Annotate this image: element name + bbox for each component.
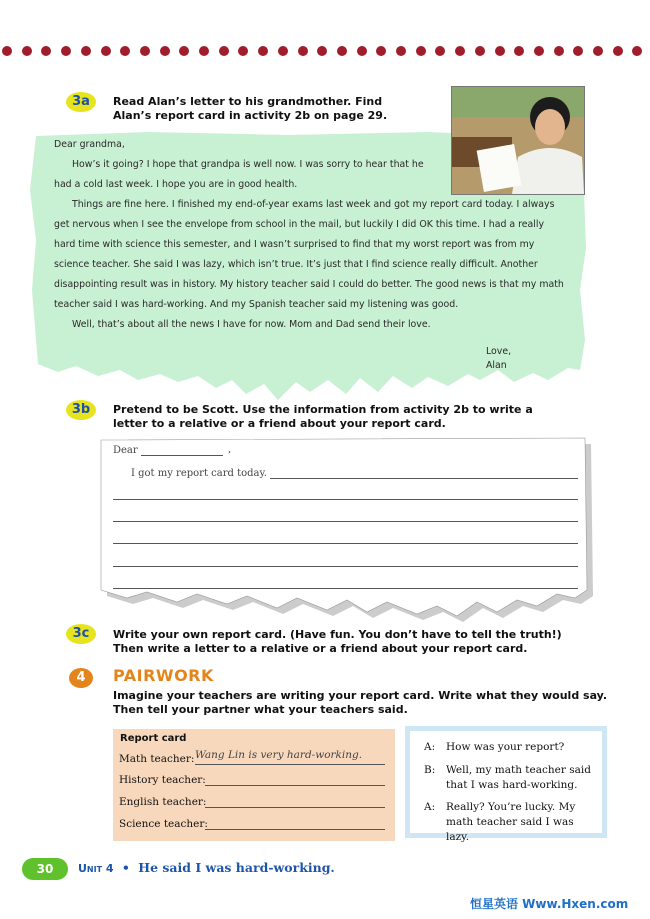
border-dot bbox=[278, 46, 288, 56]
border-dot bbox=[357, 46, 367, 56]
blank-letter-comma: , bbox=[228, 444, 232, 455]
report-card bbox=[113, 729, 395, 841]
dialog-speaker: A: bbox=[424, 801, 436, 813]
report-row-line[interactable] bbox=[195, 764, 385, 765]
border-dot bbox=[120, 46, 130, 56]
border-dot bbox=[238, 46, 248, 56]
letter-greeting: Dear grandma, bbox=[54, 139, 125, 150]
border-dot bbox=[632, 46, 642, 56]
border-dot bbox=[41, 46, 51, 56]
recipient-blank[interactable] bbox=[141, 455, 223, 456]
border-dot bbox=[101, 46, 111, 56]
report-row-value: Wang Lin is very hard-working. bbox=[195, 749, 363, 761]
border-dot bbox=[160, 46, 170, 56]
report-card-title: Report card bbox=[120, 733, 187, 744]
activity-3a-badge: 3a bbox=[66, 92, 96, 112]
writing-line[interactable] bbox=[113, 499, 578, 500]
border-dot bbox=[593, 46, 603, 56]
footer-bullet: • bbox=[121, 860, 130, 875]
blank-letter-dear: Dear bbox=[113, 445, 138, 456]
letter-paragraph: Things are fine here. I finished my end-of-year exams last week and got my report card today. I always get nervous when I see the envelope from school in the mail, but luckily I did OK this time. I had a really hard time with science this semester, and I wasn’t surprised to find that my worst report was from my science teacher. She said I was lazy, which isn’t true. It’s just that I find science really difficult. Another disappointing result was in history. My history teacher said I could do better. The good news is that my math teacher said I was hard-working. And my Spanish teacher said my listening was good. bbox=[54, 199, 564, 310]
watermark: 恒星英语 Www.Hxen.com bbox=[470, 897, 629, 911]
writing-line[interactable] bbox=[113, 521, 578, 522]
blank-letter-first-line: I got my report card today. bbox=[131, 468, 267, 479]
footer-unit-title bbox=[78, 860, 335, 875]
border-dot bbox=[475, 46, 485, 56]
letter-paragraph: How’s it going? I hope that grandpa is well now. I was sorry to hear that he had a cold last week. I hope you are in good health. bbox=[54, 159, 424, 190]
border-dot bbox=[613, 46, 623, 56]
dialog-line: How was your report? bbox=[446, 741, 565, 753]
border-dot bbox=[179, 46, 189, 56]
border-dot bbox=[140, 46, 150, 56]
border-dot bbox=[435, 46, 445, 56]
activity-4-badge: 4 bbox=[69, 668, 93, 688]
letter-closing: Love, bbox=[486, 346, 512, 357]
dotted-border bbox=[0, 46, 650, 60]
report-row-label: Science teacher: bbox=[119, 818, 208, 830]
unit-label: Unit 4 bbox=[78, 862, 114, 875]
border-dot bbox=[376, 46, 386, 56]
letter-closing-block bbox=[486, 345, 511, 373]
report-row-line[interactable] bbox=[205, 829, 385, 830]
border-dot bbox=[455, 46, 465, 56]
activity-3a-instruction: Read Alan’s letter to his grandmother. Find Alan’s report card in activity 2b on page 29. bbox=[113, 95, 388, 122]
border-dot bbox=[2, 46, 12, 56]
activity-3c-instruction: Write your own report card. (Have fun. You don’t have to tell the truth!) Then write a letter to a relative or a friend about your report card. bbox=[113, 628, 562, 655]
border-dot bbox=[534, 46, 544, 56]
border-dot bbox=[396, 46, 406, 56]
border-dot bbox=[317, 46, 327, 56]
border-dot bbox=[337, 46, 347, 56]
activity-3b-instruction: Pretend to be Scott. Use the information from activity 2b to write a letter to a relative or a friend about your report card. bbox=[113, 403, 533, 430]
border-dot bbox=[495, 46, 505, 56]
blank-letter-paper bbox=[93, 436, 595, 624]
writing-line[interactable] bbox=[113, 588, 578, 589]
border-dot bbox=[219, 46, 229, 56]
page-number: 30 bbox=[22, 858, 68, 880]
writing-line[interactable] bbox=[113, 543, 578, 544]
border-dot bbox=[298, 46, 308, 56]
dialog-speaker: B: bbox=[424, 764, 436, 776]
border-dot bbox=[258, 46, 268, 56]
dialog-box bbox=[405, 726, 607, 843]
writing-line[interactable] bbox=[113, 566, 578, 567]
pairwork-title: PAIRWORK bbox=[113, 666, 214, 685]
letter-body bbox=[54, 135, 568, 335]
activity-4-instruction: Imagine your teachers are writing your report card. Write what they would say. Then tell your partner what your teachers said. bbox=[113, 689, 607, 716]
report-row-line[interactable] bbox=[205, 807, 385, 808]
border-dot bbox=[514, 46, 524, 56]
report-row-line[interactable] bbox=[205, 785, 385, 786]
dialog-line: Really? You’re lucky. My math teacher said I was lazy. bbox=[446, 801, 576, 843]
border-dot bbox=[554, 46, 564, 56]
activity-3b-badge: 3b bbox=[66, 400, 96, 420]
border-dot bbox=[573, 46, 583, 56]
report-row-label: History teacher: bbox=[119, 774, 206, 786]
activity-3c-badge: 3c bbox=[66, 624, 96, 644]
letter-signature: Alan bbox=[486, 360, 507, 371]
dialog-speaker: A: bbox=[424, 741, 436, 753]
letter-paragraph: Well, that’s about all the news I have for now. Mom and Dad send their love. bbox=[72, 319, 431, 330]
border-dot bbox=[199, 46, 209, 56]
report-row-label: Math teacher: bbox=[119, 753, 195, 765]
dialog-line: Well, my math teacher said that I was hard-working. bbox=[446, 764, 591, 791]
border-dot bbox=[61, 46, 71, 56]
border-dot bbox=[416, 46, 426, 56]
report-row-label: English teacher: bbox=[119, 796, 207, 808]
border-dot bbox=[81, 46, 91, 56]
writing-line[interactable] bbox=[270, 478, 578, 479]
border-dot bbox=[22, 46, 32, 56]
unit-title: He said I was hard-working. bbox=[138, 860, 335, 875]
